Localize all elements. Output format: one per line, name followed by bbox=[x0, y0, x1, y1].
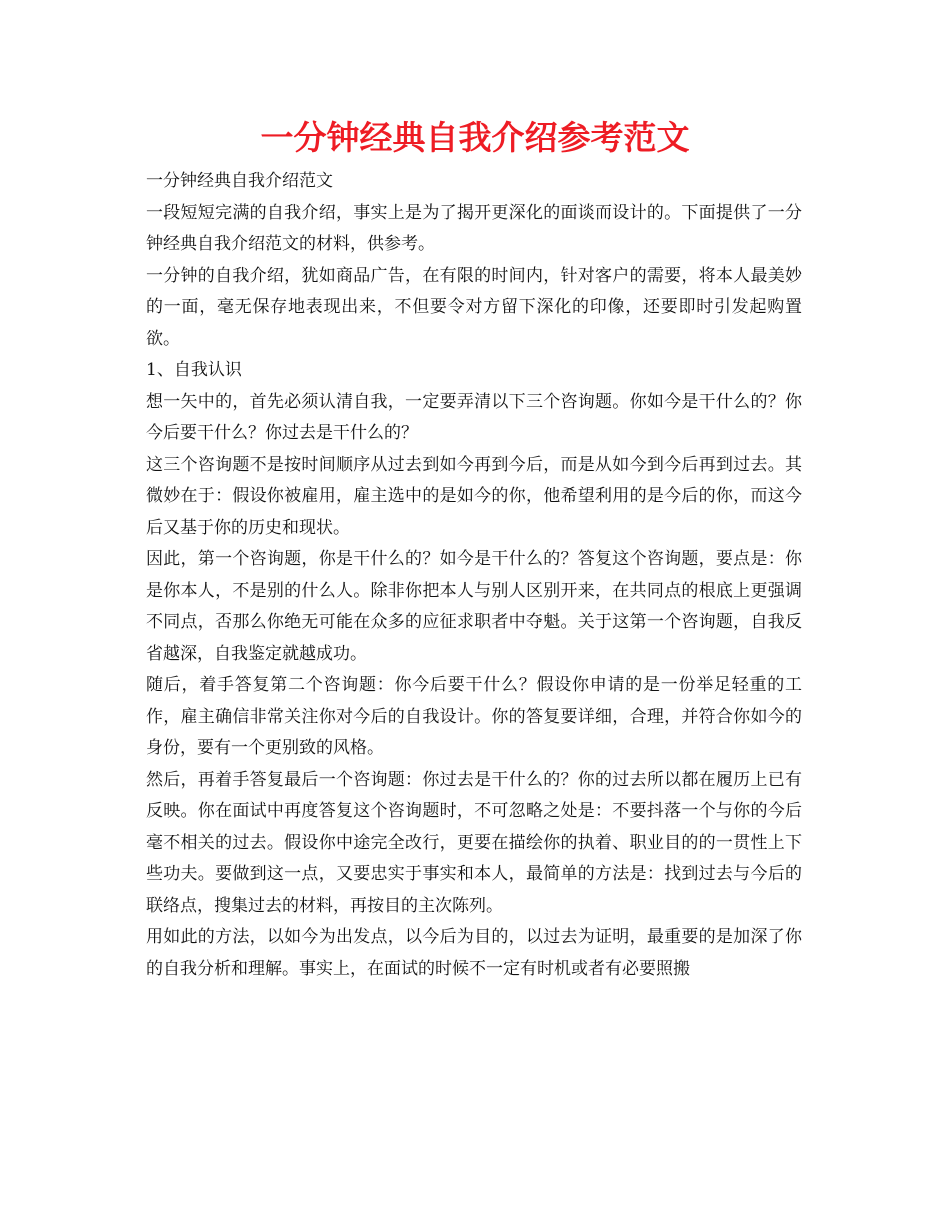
paragraph: 因此，第一个咨询题，你是干什么的？如今是干什么的？答复这个咨询题，要点是：你是你本人，不是别的什么人。除非你把本人与别人区别开来，在共同点的根底上更强调不同点，否那么你绝无可能在众多的应征求职者中夺魁。关于这第一个咨询题，自我反省越深，自我鉴定就越成功。 bbox=[146, 549, 802, 664]
paragraph: 一分钟经典自我介绍范文 bbox=[146, 171, 333, 191]
paragraph: 用如此的方法，以如今为出发点，以今后为目的，以过去为证明，最重要的是加深了你的自我分析和理解。事实上，在面试的时候不一定有时机或者有必要照搬 bbox=[146, 927, 802, 979]
document-body bbox=[146, 166, 802, 985]
paragraph: 随后，着手答复第二个咨询题：你今后要干什么？假设你申请的是一份举足轻重的工作，雇主确信非常关注你对今后的自我设计。你的答复要详细，合理，并符合你如今的身份，要有一个更别致的风格。 bbox=[146, 675, 802, 758]
paragraph: 一段短短完满的自我介绍，事实上是为了揭开更深化的面谈而设计的。下面提供了一分钟经典自我介绍范文的材料，供参考。 bbox=[146, 202, 802, 254]
section-heading: 1、自我认识 bbox=[146, 360, 242, 380]
document-title: 一分钟经典自我介绍参考范文 bbox=[260, 118, 690, 157]
paragraph: 这三个咨询题不是按时间顺序从过去到如今再到今后，而是从如今到今后再到过去。其微妙在于：假设你被雇用，雇主选中的是如今的你，他希望利用的是今后的你，而这今后又基于你的历史和现状。 bbox=[146, 454, 802, 538]
paragraph: 一分钟的自我介绍，犹如商品广告，在有限的时间内，针对客户的需要，将本人最美妙的一面，毫无保存地表现出来，不但要令对方留下深化的印像，还要即时引发起购置欲。 bbox=[146, 265, 802, 349]
paragraph: 想一矢中的，首先必须认清自我，一定要弄清以下三个咨询题。你如今是干什么的？你今后要干什么？你过去是干什么的？ bbox=[146, 391, 802, 443]
paragraph: 然后，再着手答复最后一个咨询题：你过去是干什么的？你的过去所以都在履历上已有反映。你在面试中再度答复这个咨询题时，不可忽略之处是：不要抖落一个与你的今后毫不相关的过去。假设你中途完全改行，更要在描绘你的执着、职业目的的一贯性上下些功夫。要做到这一点，又要忠实于事实和本人，最简单的方法是：找到过去与今后的联络点，搜集过去的材料，再按目的主次陈列。 bbox=[146, 769, 802, 916]
